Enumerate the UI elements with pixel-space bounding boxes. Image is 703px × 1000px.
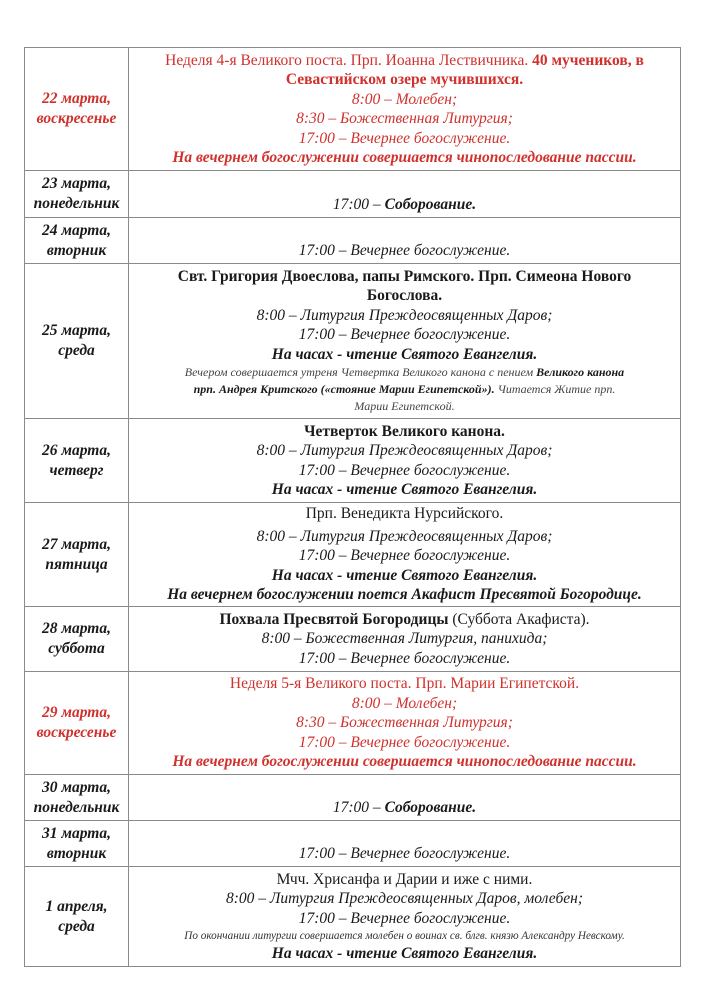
weekday-label: четверг — [49, 461, 104, 479]
service-time: 17:00 – — [332, 195, 385, 213]
weekday-label: воскресенье — [36, 110, 117, 127]
service-item: 8:00 – Божественная Литургия, панихида; — [261, 630, 548, 648]
date-cell — [25, 867, 129, 967]
weekday-label: среда — [58, 917, 95, 935]
table-row — [25, 419, 681, 503]
service-item: 8:30 – Божественная Литургия; — [296, 714, 513, 732]
schedule-table — [24, 47, 681, 967]
feast-title-part: Неделя 4-я Великого поста. Прп. Иоанна Лествичника. — [165, 51, 533, 69]
feast-title: Прп. Венедикта Нурсийского. — [305, 505, 504, 523]
date-label: 22 марта, — [42, 90, 111, 107]
date-cell — [25, 607, 129, 672]
service-item: 17:00 – Вечернее богослужение. — [298, 844, 511, 862]
date-label: 29 марта, — [42, 704, 111, 721]
table-row — [25, 503, 681, 607]
feast-title-bold: 40 мучеников, в — [532, 51, 644, 69]
service-item: 17:00 – Вечернее богослужение. — [298, 129, 511, 147]
weekday-label: понедельник — [33, 798, 120, 816]
service-note: По окончании литургии совершается молебен о воинах св. блгв. князю Александру Невскому. — [184, 930, 625, 942]
services-cell — [129, 48, 681, 171]
date-cell — [25, 503, 129, 607]
service-item: 17:00 – Вечернее богослужение. — [298, 547, 511, 565]
hours-note: На часах - чтение Святого Евангелия. — [271, 945, 538, 962]
date-label: 28 марта, — [42, 620, 111, 637]
service-item: 17:00 – Вечернее богослужение. — [298, 649, 511, 667]
date-cell — [25, 218, 129, 264]
service-note — [129, 364, 680, 415]
service-item: 8:00 – Молебен; — [351, 90, 458, 108]
service-note: На вечернем богослужении совершается чинопоследование пассии. — [172, 753, 637, 771]
date-label: 30 марта, — [42, 778, 111, 796]
table-row — [25, 264, 681, 419]
services-cell — [129, 672, 681, 775]
feast-title: Свт. Григория Двоеслова, папы Римского. Прп. Симеона Нового — [177, 267, 632, 285]
note-part: Читается Житие прп. — [494, 382, 616, 397]
service-item: 17:00 – Вечернее богослужение. — [298, 733, 511, 751]
services-cell — [129, 607, 681, 672]
weekday-label: вторник — [46, 844, 107, 862]
feast-title-bold: Похвала Пресвятой Богородицы — [219, 610, 449, 628]
weekday-label: пятница — [45, 555, 108, 573]
date-label: 1 апреля, — [45, 897, 108, 915]
services-cell — [129, 503, 681, 607]
feast-title: Мчч. Хрисанфа и Дарии и иже с ними. — [276, 870, 533, 888]
feast-title — [129, 610, 680, 630]
weekday-label: вторник — [46, 241, 107, 259]
feast-title-cont: Богослова. — [366, 287, 443, 305]
hours-note: На часах - чтение Святого Евангелия. — [271, 566, 538, 584]
weekday-label: понедельник — [33, 195, 120, 212]
service-item: 8:00 – Литургия Преждеосвященных Даров; — [256, 527, 553, 545]
service-event: Соборование. — [384, 195, 477, 213]
table-row — [25, 171, 681, 218]
service-note: На вечернем богослужении поется Акафист Пресвятой Богородице. — [167, 586, 642, 604]
service-item: 8:30 – Божественная Литургия; — [296, 110, 513, 127]
services-cell — [129, 218, 681, 264]
date-label: 31 марта, — [42, 824, 111, 842]
service-note: На вечернем богослужении совершается чинопоследование пассии. — [172, 149, 637, 166]
note-part: Вечером совершается утреня Четвертка Великого канона с пением — [184, 365, 537, 380]
hours-note: На часах - чтение Святого Евангелия. — [271, 345, 538, 363]
weekday-label: воскресенье — [36, 724, 117, 741]
date-cell — [25, 775, 129, 821]
services-cell — [129, 264, 681, 419]
table-row — [25, 821, 681, 867]
feast-title-cont: Севастийском озере мучившихся. — [285, 71, 524, 88]
service-item: 17:00 – Вечернее богослужение. — [298, 909, 511, 927]
date-cell — [25, 419, 129, 503]
date-cell — [25, 48, 129, 171]
table-row — [25, 775, 681, 821]
hours-note: На часах - чтение Святого Евангелия. — [271, 481, 538, 498]
services-cell — [129, 821, 681, 867]
services-cell — [129, 775, 681, 821]
service-item: 17:00 – Вечернее богослужение. — [298, 461, 511, 479]
service-time: 17:00 – — [332, 798, 385, 816]
feast-title-part: (Суббота Акафиста). — [448, 610, 590, 628]
service-item: 8:00 – Литургия Преждеосвященных Даров; — [256, 442, 553, 459]
service-item: 8:00 – Литургия Преждеосвященных Даров, молебен; — [226, 890, 583, 907]
table-row — [25, 607, 681, 672]
service-item: 8:00 – Молебен; — [351, 694, 458, 712]
table-row — [25, 867, 681, 967]
note-bold: Великого канона — [536, 365, 625, 380]
date-cell — [25, 672, 129, 775]
weekday-label: суббота — [48, 640, 105, 657]
date-cell — [25, 264, 129, 419]
date-label: 26 марта, — [42, 441, 111, 459]
service-item — [129, 195, 680, 215]
service-item — [129, 798, 680, 818]
date-cell — [25, 821, 129, 867]
service-item: 17:00 – Вечернее богослужение. — [298, 326, 511, 344]
service-event: Соборование. — [384, 798, 477, 816]
services-cell — [129, 419, 681, 503]
date-cell — [25, 171, 129, 218]
service-item: 17:00 – Вечернее богослужение. — [298, 241, 511, 259]
note-bold: прп. Андрея Критского («стояние Марии Египетской»). — [193, 382, 495, 397]
feast-title: Неделя 5-я Великого поста. Прп. Марии Египетской. — [229, 675, 580, 693]
date-label: 27 марта, — [42, 535, 111, 553]
note-part: Марии Египетской. — [354, 399, 455, 414]
feast-title: Четверток Великого канона. — [304, 422, 505, 440]
weekday-label: среда — [58, 342, 95, 359]
services-cell — [129, 171, 681, 218]
service-item: 8:00 – Литургия Преждеосвященных Даров; — [256, 306, 553, 324]
feast-title — [129, 51, 680, 71]
table-row — [25, 218, 681, 264]
table-row — [25, 48, 681, 171]
date-label: 25 марта, — [42, 322, 111, 339]
services-cell — [129, 867, 681, 967]
table-row — [25, 672, 681, 775]
date-label: 24 марта, — [42, 221, 111, 239]
date-label: 23 марта, — [42, 175, 111, 192]
